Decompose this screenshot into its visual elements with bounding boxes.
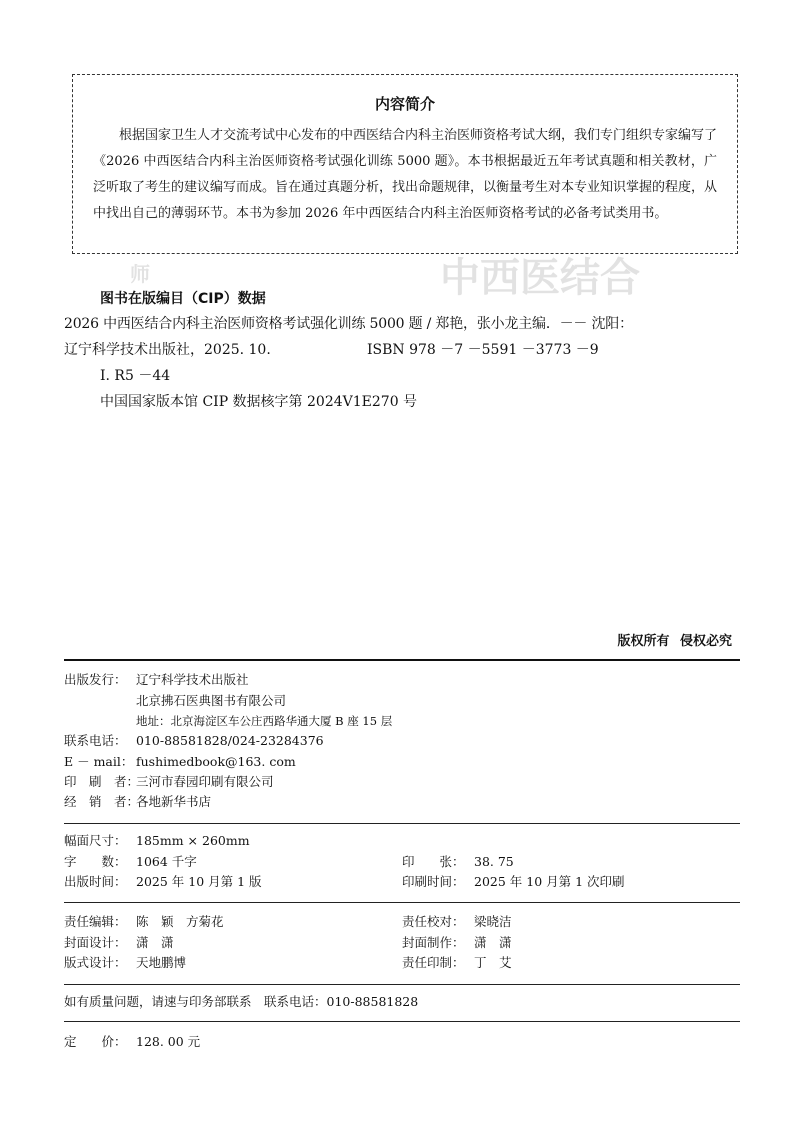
seller-label: 经 销 者： [64,794,140,809]
publisher-label: 出版发行： [64,672,127,687]
content-summary-box [72,74,738,254]
summary-body: 根据国家卫生人才交流考试中心发布的中西医结合内科主治医师资格考试大纲，我们专门组织专家编写了《2026 中西医结合内科主治医师资格考试强化训练 5000 题》。本书根据最近五年考试真题和相关教材，广泛听取了考生的建议编写而成。旨在通过真题分析，找出命题规律，以衡量考生对本专业知识掌握的程度，从中找出自己的薄弱环节。本书为参加 2026 年中西医结合内科主治医师资格考试的必备考试类用书。 [93,128,718,221]
size-label: 幅面尺寸： [64,833,127,848]
pubdate-label: 出版时间： [64,874,127,889]
cip-publisher-date: 辽宁科学技术出版社，2025. 10. [64,342,271,358]
quality-notice: 如有质量问题，请速与印务部联系 联系电话：010-88581828 [64,994,419,1009]
seller: 各地新华书店 [136,794,212,809]
divider [64,823,740,824]
proof-label: 责任校对： [402,914,465,929]
cip-record-number: 中国国家版本馆 CIP 数据核字第 2024V1E270 号 [100,394,418,410]
cip-line-2 [64,337,599,363]
layout-designer: 天地鹏博 [136,955,187,970]
print-resp-label: 责任印制： [402,955,465,970]
distributor: 北京拂石医典图书有限公司 [136,693,287,708]
price-label: 定 价： [64,1034,127,1049]
divider [64,1021,740,1022]
printdate-label: 印刷时间： [402,874,465,889]
cip-classification: Ⅰ. R5 －44 [100,368,171,384]
printdate: 2025 年 10 月第 1 次印刷 [474,874,625,889]
email-label: E － mail： [64,754,134,769]
divider [64,984,740,985]
printer: 三河市春园印刷有限公司 [136,774,274,789]
bleed-through-text: 中西医结合 [440,255,640,301]
sheets-label: 印 张： [402,854,465,869]
price: 128. 00 元 [136,1034,201,1049]
cip-title: 图书在版编目（CIP）数据 [100,291,266,307]
cover-design-label: 封面设计： [64,935,127,950]
summary-heading: 内容简介 [374,95,435,113]
size: 185mm × 260mm [136,833,250,848]
cip-line-1: 2026 中西医结合内科主治医师资格考试强化训练 5000 题 / 郑艳，张小龙主编．－－ 沈阳： [64,316,633,332]
sheets: 38. 75 [474,854,514,869]
words: 1064 千字 [136,854,197,869]
cover-make-label: 封面制作： [402,935,465,950]
pubdate: 2025 年 10 月第 1 版 [136,874,262,889]
phone: 010-88581828/024-23284376 [136,733,324,748]
phone-label: 联系电话： [64,733,127,748]
email: fushimedbook@163. com [136,754,296,769]
publisher: 辽宁科学技术出版社 [136,672,249,687]
print-resp: 丁 艾 [474,955,512,970]
divider [64,902,740,903]
cover-design: 潇 潇 [136,935,174,950]
cip-isbn: ISBN 978 －7 －5591 －3773 －9 [367,342,599,358]
bleed-through-text: 师 [130,262,150,286]
layout-label: 版式设计： [64,955,127,970]
proof: 梁晓洁 [474,914,512,929]
editor-label: 责任编辑： [64,914,127,929]
printer-label: 印 刷 者： [64,774,140,789]
copyright-notice: 版权所有 侵权必究 [617,634,732,649]
divider [64,659,740,661]
cover-make: 潇 潇 [474,935,512,950]
words-label: 字 数： [64,854,127,869]
editor: 陈 颖 方菊花 [136,914,224,929]
address: 地址：北京海淀区车公庄西路华通大厦 B 座 15 层 [136,714,393,728]
